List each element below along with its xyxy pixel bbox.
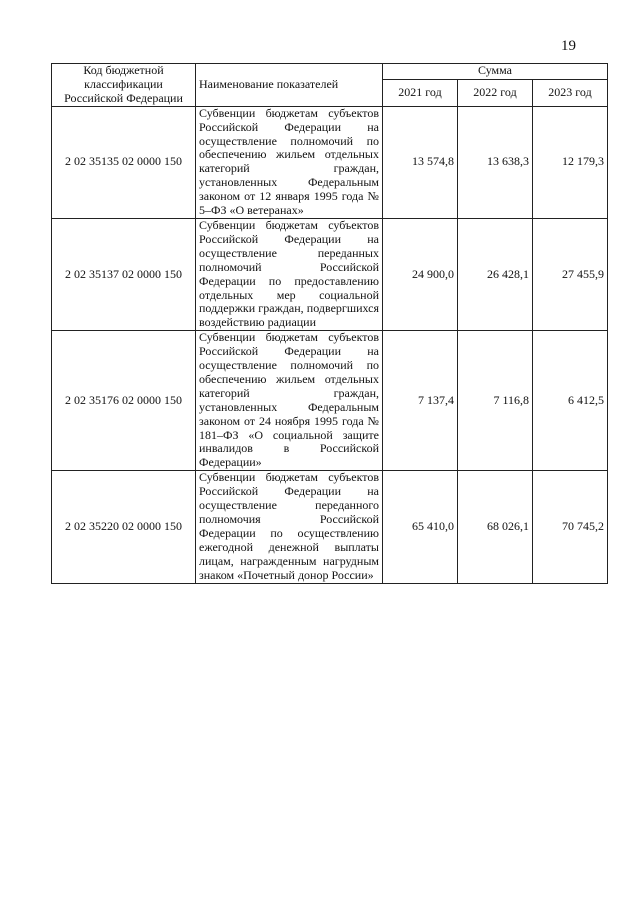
header-code-column: Код бюджетной классификации Российской Федерации [52,64,196,107]
budget-code-cell: 2 02 35135 02 0000 150 [52,106,196,218]
amount-2022-cell: 68 026,1 [458,471,533,583]
budget-table [51,63,608,584]
amount-2023-cell: 12 179,3 [533,106,608,218]
header-year-2021: 2021 год [383,79,458,106]
budget-code-cell: 2 02 35176 02 0000 150 [52,331,196,471]
table-row [52,471,608,583]
amount-2021-cell: 13 574,8 [383,106,458,218]
header-sum-column: Сумма [383,64,608,80]
table-row [52,106,608,218]
header-year-2022: 2022 год [458,79,533,106]
amount-2021-cell: 65 410,0 [383,471,458,583]
indicator-name-cell: Субвенции бюджетам субъектов Российской Федерации на осуществление полномочий по обеспечению жильем отдельных категорий граждан, установленных Федеральным законом от 24 ноября 1995 года № 181–ФЗ «О социальной защите инвалидов в Российской Федерации» [196,331,383,471]
indicator-name-cell: Субвенции бюджетам субъектов Российской Федерации на осуществление переданного полномочия Российской Федерации по осуществлению ежегодной денежной выплаты лицам, награжденным нагрудным знаком «Почетный донор России» [196,471,383,583]
amount-2021-cell: 24 900,0 [383,218,458,330]
page-number: 19 [561,38,576,54]
table-row [52,218,608,330]
amount-2021-cell: 7 137,4 [383,331,458,471]
amount-2023-cell: 6 412,5 [533,331,608,471]
budget-code-cell: 2 02 35137 02 0000 150 [52,218,196,330]
amount-2022-cell: 26 428,1 [458,218,533,330]
amount-2023-cell: 70 745,2 [533,471,608,583]
indicator-name-cell: Субвенции бюджетам субъектов Российской Федерации на осуществление полномочий по обеспечению жильем отдельных категорий граждан, установленных Федеральным законом от 12 января 1995 года № 5–ФЗ «О ветеранах» [196,106,383,218]
header-year-2023: 2023 год [533,79,608,106]
table-row [52,331,608,471]
header-name-column: Наименование показателей [196,64,383,107]
amount-2022-cell: 7 116,8 [458,331,533,471]
amount-2023-cell: 27 455,9 [533,218,608,330]
amount-2022-cell: 13 638,3 [458,106,533,218]
indicator-name-cell: Субвенции бюджетам субъектов Российской Федерации на осуществление переданных полномочий Российской Федерации по предоставлению отдельных мер социальной поддержки граждан, подвергшихся воздействию радиации [196,218,383,330]
budget-code-cell: 2 02 35220 02 0000 150 [52,471,196,583]
